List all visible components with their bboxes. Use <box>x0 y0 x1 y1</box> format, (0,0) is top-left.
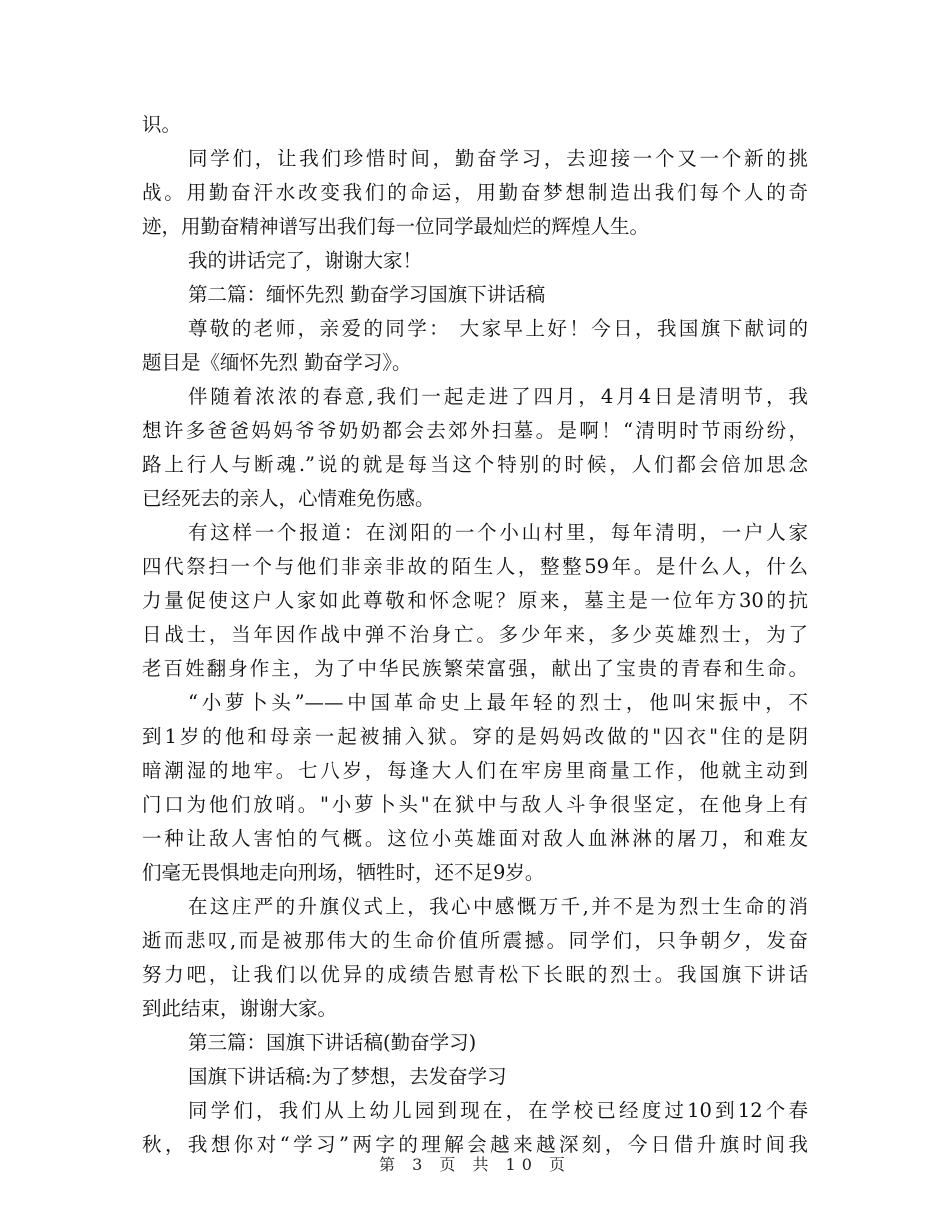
text-line: 有这样一个报道：在浏阳的一个小山村里，每年清明，一户人家 <box>188 521 808 544</box>
text-line: 战。用勤奋汗水改变我们的命运，用勤奋梦想制造出我们每个人的奇 <box>142 181 808 204</box>
text-line: 四代祭扫一个与他们非亲非故的陌生人，整整59年。是什么人，什么 <box>142 555 808 578</box>
text-line: 想许多爸爸妈妈爷爷奶奶都会去郊外扫墓。是啊！“清明时节雨纷纷， <box>142 419 808 442</box>
text-line: 力量促使这户人家如此尊敬和怀念呢？原来，墓主是一位年方30的抗 <box>142 589 808 612</box>
text-line: 在这庄严的升旗仪式上，我心中感慨万千,并不是为烈士生命的消 <box>188 895 808 918</box>
text-line: 日战士，当年因作战中弹不治身亡。多少年来，多少英雄烈士，为了 <box>142 623 808 646</box>
text-line: 同学们，让我们珍惜时间，勤奋学习，去迎接一个又一个新的挑 <box>188 147 808 170</box>
text-line: 国旗下讲话稿:为了梦想，去发奋学习 <box>188 1065 507 1088</box>
text-line: 路上行人与断魂.”说的就是每当这个特别的时候，人们都会倍加思念 <box>142 453 808 476</box>
text-line: 逝而悲叹,而是被那伟大的生命价值所震撼。同学们，只争朝夕，发奋 <box>142 929 808 952</box>
text-line: 们毫无畏惧地走向刑场，牺牲时，还不足9岁。 <box>142 861 545 884</box>
text-line: 第三篇：国旗下讲话稿(勤奋学习) <box>188 1031 477 1054</box>
text-line: 已经死去的亲人，心情难免伤感。 <box>142 487 435 510</box>
text-line: 秋，我想你对“学习”两字的理解会越来越深刻，今日借升旗时间我 <box>142 1133 808 1156</box>
text-line: 暗潮湿的地牢。七八岁，每逢大人们在牢房里商量工作，他就主动到 <box>142 759 808 782</box>
text-line: 努力吧，让我们以优异的成绩告慰青松下长眠的烈士。我国旗下讲话 <box>142 963 808 986</box>
text-line: 我的讲话完了，谢谢大家！ <box>188 249 423 272</box>
text-line: 一种让敌人害怕的气概。这位小英雄面对敌人血淋淋的屠刀，和难友 <box>142 827 808 850</box>
text-line: 到1岁的他和母亲一起被捕入狱。穿的是妈妈改做的"囚衣"住的是阴 <box>142 725 808 748</box>
document-body <box>142 108 808 1162</box>
text-line: 尊敬的老师，亲爱的同学： 大家早上好！今日，我国旗下献词的 <box>188 317 808 340</box>
text-line: 第二篇：缅怀先烈 勤奋学习国旗下讲话稿 <box>188 283 546 306</box>
text-line: 同学们，我们从上幼儿园到现在，在学校已经度过10到12个春 <box>188 1099 808 1122</box>
text-line: 到此结束，谢谢大家。 <box>142 997 338 1020</box>
text-line: 老百姓翻身作主，为了中华民族繁荣富强，献出了宝贵的青春和生命。 <box>142 657 808 680</box>
text-line: 门口为他们放哨。"小萝卜头"在狱中与敌人斗争很坚定，在他身上有 <box>142 793 808 816</box>
page-footer: 第 3 页 共 10 页 <box>379 1155 571 1174</box>
text-line: “小萝卜头”——中国革命史上最年轻的烈士，他叫宋振中，不 <box>188 691 808 714</box>
text-line: 题目是《缅怀先烈 勤奋学习》。 <box>142 351 412 374</box>
text-line: 伴随着浓浓的春意,我们一起走进了四月，4月4日是清明节，我 <box>188 385 808 408</box>
text-line: 识。 <box>142 113 182 136</box>
text-line: 迹，用勤奋精神谱写出我们每一位同学最灿烂的辉煌人生。 <box>142 215 650 238</box>
